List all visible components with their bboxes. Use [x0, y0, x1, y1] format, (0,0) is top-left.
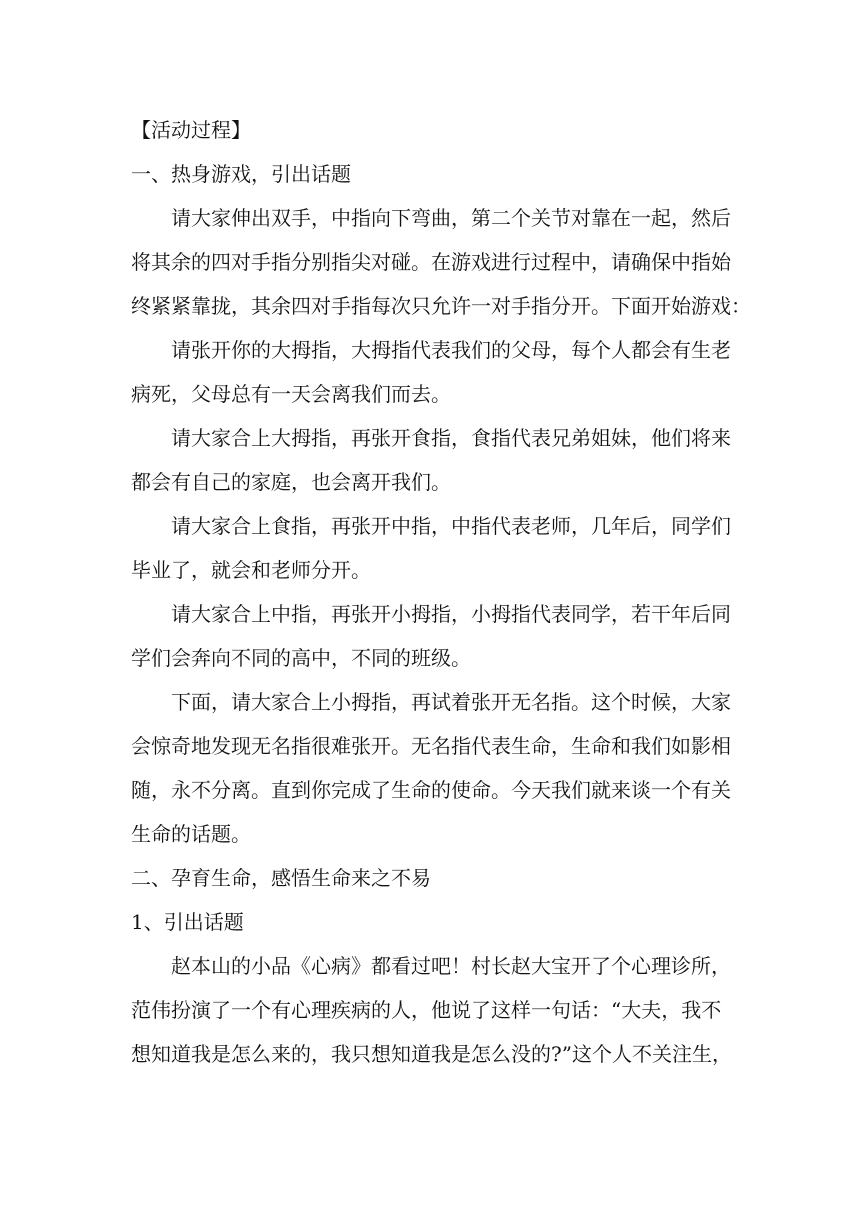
paragraph-line: 赵本山的小品《心病》都看过吧！村长赵大宝开了个心理诊所， — [171, 953, 731, 978]
heading-nurture-life: 二、孕育生命，感悟生命来之不易 — [131, 865, 431, 890]
paragraph-line: 将其余的四对手指分别指尖对碰。在游戏进行过程中，请确保中指始 — [131, 249, 731, 274]
paragraph-line: 生命的话题。 — [131, 821, 251, 846]
paragraph-line: 都会有自己的家庭，也会离开我们。 — [131, 469, 451, 494]
heading-warmup-game: 一、热身游戏，引出话题 — [131, 161, 351, 186]
paragraph-line: 请大家合上大拇指，再张开食指，食指代表兄弟姐妹，他们将来 — [171, 425, 731, 450]
paragraph-line: 请大家合上食指，再张开中指，中指代表老师，几年后，同学们 — [171, 513, 731, 538]
paragraph-line: 病死，父母总有一天会离我们而去。 — [131, 381, 451, 406]
paragraph-line: 请大家伸出双手，中指向下弯曲，第二个关节对靠在一起，然后 — [171, 205, 731, 230]
paragraph-line: 范伟扮演了一个有心理疾病的人，他说了这样一句话：“大夫，我不 — [131, 997, 722, 1022]
subheading-introduce-topic: 1、引出话题 — [131, 909, 244, 934]
paragraph-line: 会惊奇地发现无名指很难张开。无名指代表生命，生命和我们如影相 — [131, 733, 731, 758]
paragraph-line: 终紧紧靠拢，其余四对手指每次只允许一对手指分开。下面开始游戏： — [131, 293, 751, 318]
paragraph-line: 学们会奔向不同的高中，不同的班级。 — [131, 645, 471, 670]
paragraph-line: 毕业了，就会和老师分开。 — [131, 557, 371, 582]
paragraph-line: 随，永不分离。直到你完成了生命的使命。今天我们就来谈一个有关 — [131, 777, 731, 802]
paragraph-line: 请张开你的大拇指，大拇指代表我们的父母，每个人都会有生老 — [171, 337, 731, 362]
paragraph-line: 请大家合上中指，再张开小拇指，小拇指代表同学，若干年后同 — [171, 601, 731, 626]
document-body — [131, 108, 751, 1076]
paragraph-line: 下面，请大家合上小拇指，再试着张开无名指。这个时候，大家 — [171, 689, 731, 714]
paragraph-line: 想知道我是怎么来的，我只想知道我是怎么没的?”这个人不关注生， — [131, 1041, 732, 1066]
section-label: 【活动过程】 — [131, 117, 251, 142]
